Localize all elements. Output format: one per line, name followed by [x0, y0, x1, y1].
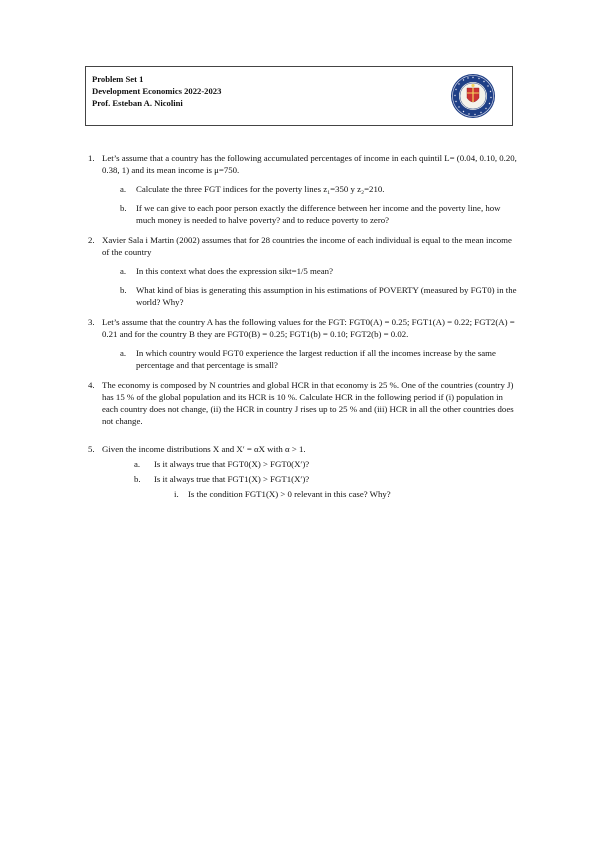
question-5 [88, 443, 518, 500]
header-text [92, 73, 221, 109]
sub-question-2a [102, 265, 518, 277]
sub-question-text: Is it always true that FGT0(X) > FGT0(X′)? [154, 459, 310, 469]
sub-question-letter: b. [134, 474, 141, 484]
question-text: The economy is composed by N countries and global HCR in that economy is 25 %. One of the countries (country J) has 15 % of the global population and its HCR is 10 %. Calculate HCR in the following period if (i) population in each country does not change, (ii) the HCR in country J rises up to 25 % and (iii) HCR in all the other countries does not change. [102, 380, 514, 426]
question-number: 2. [88, 235, 95, 245]
sub-question-5a [102, 458, 518, 470]
spacer [88, 435, 518, 443]
question-text: Let’s assume that the country A has the following values for the FGT: FGT0(A) = 0.25; FGT1(A) = 0.22; FGT2(A) = 0.21 and for the country B they are FGT0(B) = 0.25; FGT1(b) = 0.10; FGT2(b) = 0.02. [102, 317, 515, 339]
question-number: 1. [88, 153, 95, 163]
question-text: Let’s assume that a country has the following accumulated percentages of income in each quintil L= (0.04, 0.10, 0.20, 0.38, 1) and its mean income is μ=750. [102, 153, 517, 175]
course-title: Development Economics 2022-2023 [92, 86, 222, 96]
sub-question-1a [102, 183, 518, 195]
sub-question-text: In which country would FGT0 experience the largest reduction if all the incomes increase by the same percentage and that percentage is small? [136, 348, 496, 370]
question-number: 3. [88, 317, 95, 327]
sub-question-text: If we can give to each poor person exactly the difference between her income and the poverty line, how much money is needed to halve poverty? and to reduce poverty to zero? [136, 203, 501, 225]
question-1 [88, 152, 518, 226]
sub-question-letter: b. [120, 285, 127, 295]
sub-question-text: Is the condition FGT1(X) > 0 relevant in this case? Why? [188, 489, 391, 499]
sub-question-1b [102, 202, 518, 226]
question-text: Xavier Sala i Martin (2002) assumes that for 28 countries the income of each individual is equal to the mean income of the country [102, 235, 512, 257]
sub-question-3a [102, 347, 518, 371]
sub-question-text: In this context what does the expression sikt=1/5 mean? [136, 266, 333, 276]
sub-question-letter: a. [134, 459, 141, 469]
sub-question-5b-i [102, 488, 518, 500]
sub-question-text: Is it always true that FGT1(X) > FGT1(X′)? [154, 474, 310, 484]
professor-name: Prof. Esteban A. Nicolini [92, 98, 183, 108]
question-text: Given the income distributions X and X′ = αX with α > 1. [102, 444, 306, 454]
sub-question-letter: a. [120, 266, 127, 276]
sub-question-letter: b. [120, 203, 127, 213]
problem-list [88, 152, 518, 508]
sub-question-text: What kind of bias is generating this assumption in his estimations of POVERTY (measured by FGT0) in the world? Why? [136, 285, 517, 307]
header-box [85, 66, 513, 126]
question-2 [88, 234, 518, 308]
sub-question-2b [102, 284, 518, 308]
sub-question-text: Calculate the three FGT indices for the poverty lines z₁=350 y z₂=210. [136, 184, 385, 194]
problem-set-title: Problem Set 1 [92, 74, 144, 84]
question-number: 4. [88, 380, 95, 390]
sub-question-letter: a. [120, 348, 127, 358]
sub-question-5b [102, 473, 518, 485]
sub-question-letter: i. [174, 489, 179, 499]
question-3 [88, 316, 518, 371]
question-number: 5. [88, 444, 95, 454]
sub-question-letter: a. [120, 184, 127, 194]
university-seal-logo [450, 73, 496, 119]
question-4 [88, 379, 518, 427]
